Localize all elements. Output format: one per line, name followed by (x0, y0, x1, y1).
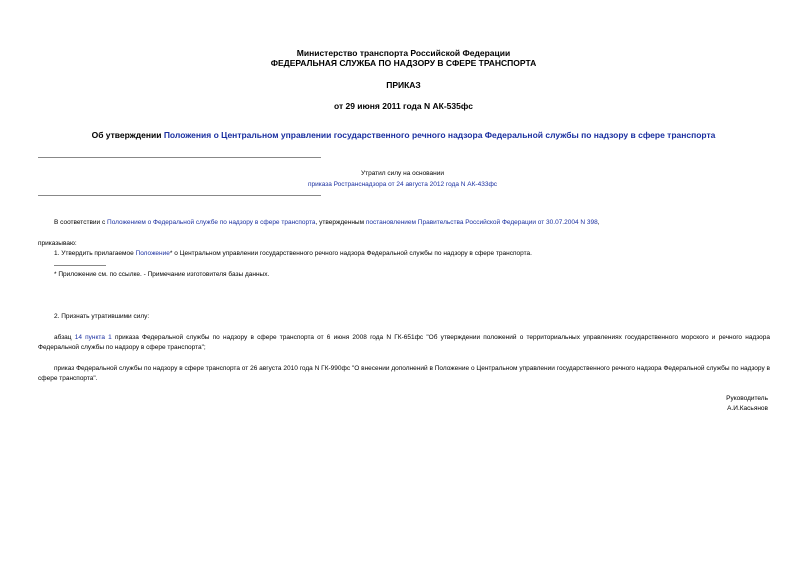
document-date-number: от 29 июня 2011 года N АК-535фс (333, 101, 474, 111)
title-prefix: Об утверждении (91, 130, 164, 140)
item-2b: приказ Федеральной службы по надзору в сфере транспорта от 26 августа 2010 года N ГК-990фс "О внесении дополнений в Положение о Центральном управлении государственного речного надзора Федеральной службы по надзору в сфере транспорта". (38, 365, 770, 382)
document-type: ПРИКАЗ (386, 80, 421, 90)
repeal-order-link[interactable]: приказа Ространснадзора от 24 августа 2012 года N АК-433фс (307, 181, 498, 188)
divider-bottom (38, 195, 321, 196)
footnote-divider (54, 265, 106, 266)
item1-text-start: 1. Утвердить прилагаемое (54, 250, 136, 257)
regulation-on-service-link[interactable]: Положением о Федеральной службе по надзору в сфере транспорта (107, 219, 316, 226)
signature-name: А.И.Касьянов (727, 405, 768, 412)
paragraph-14-link[interactable]: 14 пункта 1 (74, 334, 112, 341)
repeal-note-line1: Утратил силу на основании (360, 170, 445, 177)
divider-top (38, 157, 321, 158)
item-2a (38, 333, 770, 352)
paragraph-basis (38, 218, 770, 228)
item1-text-end: * о Центральном управлении государственного речного надзора Федеральной службы по надзору в сфере транспорта. (169, 250, 532, 257)
service-name: ФЕДЕРАЛЬНАЯ СЛУЖБА ПО НАДЗОРУ В СФЕРЕ ТРАНСПОРТА (270, 58, 537, 68)
government-decree-link[interactable]: постановлением Правительства Российской Федерации от 30.07.2004 N 398 (365, 219, 598, 226)
basis-text-start: В соответствии с (54, 219, 108, 226)
basis-text-mid: , утвержденным (315, 219, 366, 226)
orders-word: приказываю: (38, 240, 77, 247)
regulation-appendix-link[interactable]: Положение (135, 250, 170, 257)
title-regulation-link[interactable]: Положения о Центральном управлении государственного речного надзора Федеральной службы по надзору в сфере транспорта (163, 130, 716, 140)
item-2: 2. Признать утратившими силу: (54, 313, 150, 320)
ministry-name: Министерство транспорта Российской Федерации (296, 48, 511, 58)
footnote: * Приложение см. по ссылке. - Примечание изготовителя базы данных. (54, 271, 270, 278)
signature-position: Руководитель (726, 395, 768, 402)
item2a-text-end: приказа Федеральной службы по надзору в сфере транспорта от 6 июня 2008 года N ГК-651фс "Об утверждении положений о территориальных управлениях государственного морского и речного надзора Федеральной службы по надзору в сфере транспорта"; (38, 334, 770, 351)
item2a-text-start: абзац (54, 334, 75, 341)
basis-text-end: , (597, 219, 600, 226)
item-1 (38, 249, 770, 259)
document-title (40, 130, 767, 140)
